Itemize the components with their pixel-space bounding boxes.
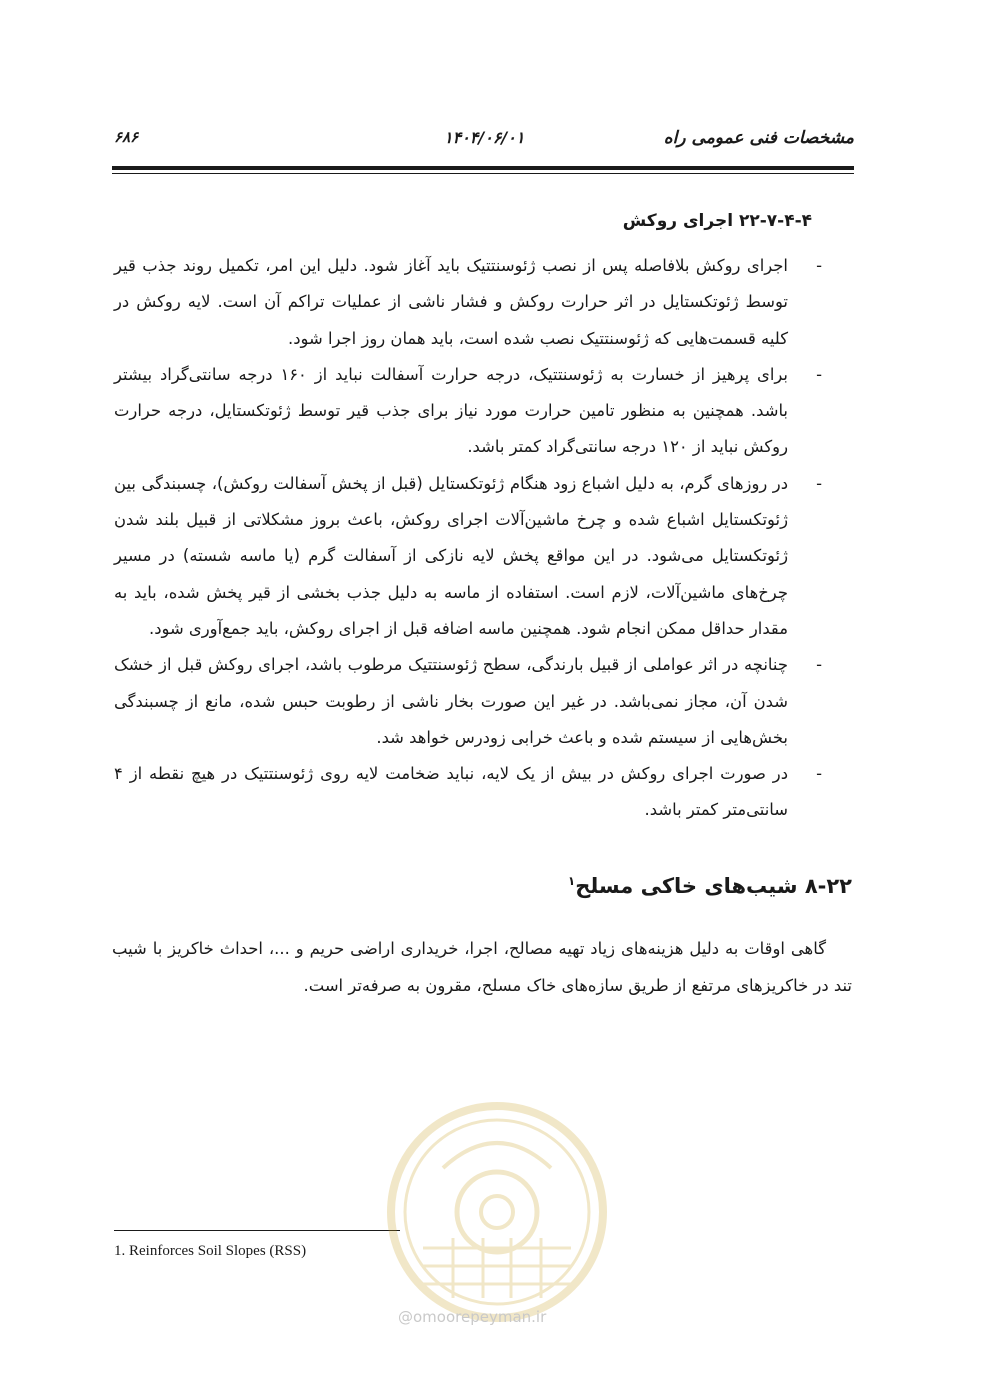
footnote-rule — [114, 1230, 400, 1231]
page-number: ۶۸۶ — [114, 128, 139, 146]
dash-marker: - — [816, 364, 822, 384]
list-item — [112, 466, 852, 647]
list-item — [112, 248, 852, 357]
dash-marker: - — [816, 764, 822, 784]
list-item-text: چنانچه در اثر عواملی از قبیل بارندگی، سطح ژئوسنتتیک مرطوب باشد، اجرای روکش قبل از خشک شدن آن، مجاز نمی‌باشد. در غیر این صورت بخار ناشی از رطوبت حبس شده، مانع از چسبندگی بخش‌هایی از سیستم شده و باعث خرابی زودرس خواهد شد. — [114, 655, 788, 747]
dash-marker: - — [816, 655, 822, 675]
dash-marker: - — [816, 256, 822, 275]
list-item — [112, 357, 852, 466]
header-date: ۱۴۰۴/۰۶/۰۱ — [444, 128, 525, 147]
footnote-text: 1. Reinforces Soil Slopes (RSS) — [114, 1243, 307, 1259]
watermark-logo — [383, 1098, 611, 1326]
list-item — [112, 647, 852, 756]
header-rule-thin — [112, 173, 854, 174]
footnote-reference: ۱ — [567, 873, 576, 888]
section-heading-22-7-4-4: ۲۲-۷-۴-۴ اجرای روکش — [622, 211, 812, 231]
list-item-text: در روزهای گرم، به دلیل اشباع زود هنگام ژئوتکستایل (قبل از پخش آسفالت روکش)، چسبندگی بین ژئوتکستایل اشباع شده و چرخ ماشین‌آلات اجرای روکش، باعث بروز مشکلاتی از قبیل بلند شدن ژئوتکستایل می‌شود. در این مواقع پخش لایه نازکی از آسفالت گرم (یا ماسه شسته) در مسیر چرخ‌های ماشین‌آلات، لازم است. استفاده از ماسه به دلیل جذب بخشی از قیر پخش شده، باید به مقدار حداقل ممکن انجام شود. همچنین ماسه اضافه قبل از اجرای روکش، باید جمع‌آوری شود. — [114, 473, 788, 638]
bullet-list — [112, 248, 852, 829]
list-item-text: برای پرهیز از خسارت به ژئوسنتتیک، درجه حرارت آسفالت نباید از ۱۶۰ درجه سانتی‌گراد بیشتر باشد. همچنین به منظور تامین حرارت مورد نیاز برای جذب قیر توسط ژئوتکستایل، درجه حرارت روکش نباید از ۱۲۰ درجه سانتی‌گراد کمتر باشد. — [114, 364, 788, 457]
section-heading-8-22 — [112, 863, 852, 904]
page-content — [112, 208, 852, 1004]
list-item-text: اجرای روکش بلافاصله پس از نصب ژئوسنتتیک باید آغاز شود. دلیل این امر، تکمیل روند جذب قیر توسط ژئوتکستایل در اثر حرارت روکش و فشار ناشی از عملیات تراکم آن است. لایه روکش در کلیه قسمت‌هایی که ژئوسنتتیک نصب شده است، باید همان روز اجرا شود. — [114, 256, 788, 348]
dash-marker: - — [816, 473, 822, 493]
header-rule-thick — [112, 166, 854, 170]
watermark-url: @omoorepeyman.ir — [398, 1308, 547, 1326]
body-paragraph: گاهی اوقات به دلیل هزینه‌های زیاد تهیه مصالح، اجرا، خریداری اراضی حریم و ...، احداث خاکریز با شیب تند در خاکریزهای مرتفع از طریق سازه‌های خاک مسلح، مقرون به صرفه‌تر است. — [112, 938, 852, 995]
list-item — [112, 756, 852, 829]
list-item-text: در صورت اجرای روکش در بیش از یک لایه، نباید ضخامت لایه روی ژئوسنتتیک در هیچ نقطه از ۴ سانتی‌متر کمتر باشد. — [114, 764, 788, 820]
header-title: مشخصات فنی عمومی راه — [663, 128, 854, 148]
section-heading-text: ۸-۲۲ شیب‌های خاکی مسلح — [575, 873, 852, 898]
page-header — [114, 128, 854, 154]
